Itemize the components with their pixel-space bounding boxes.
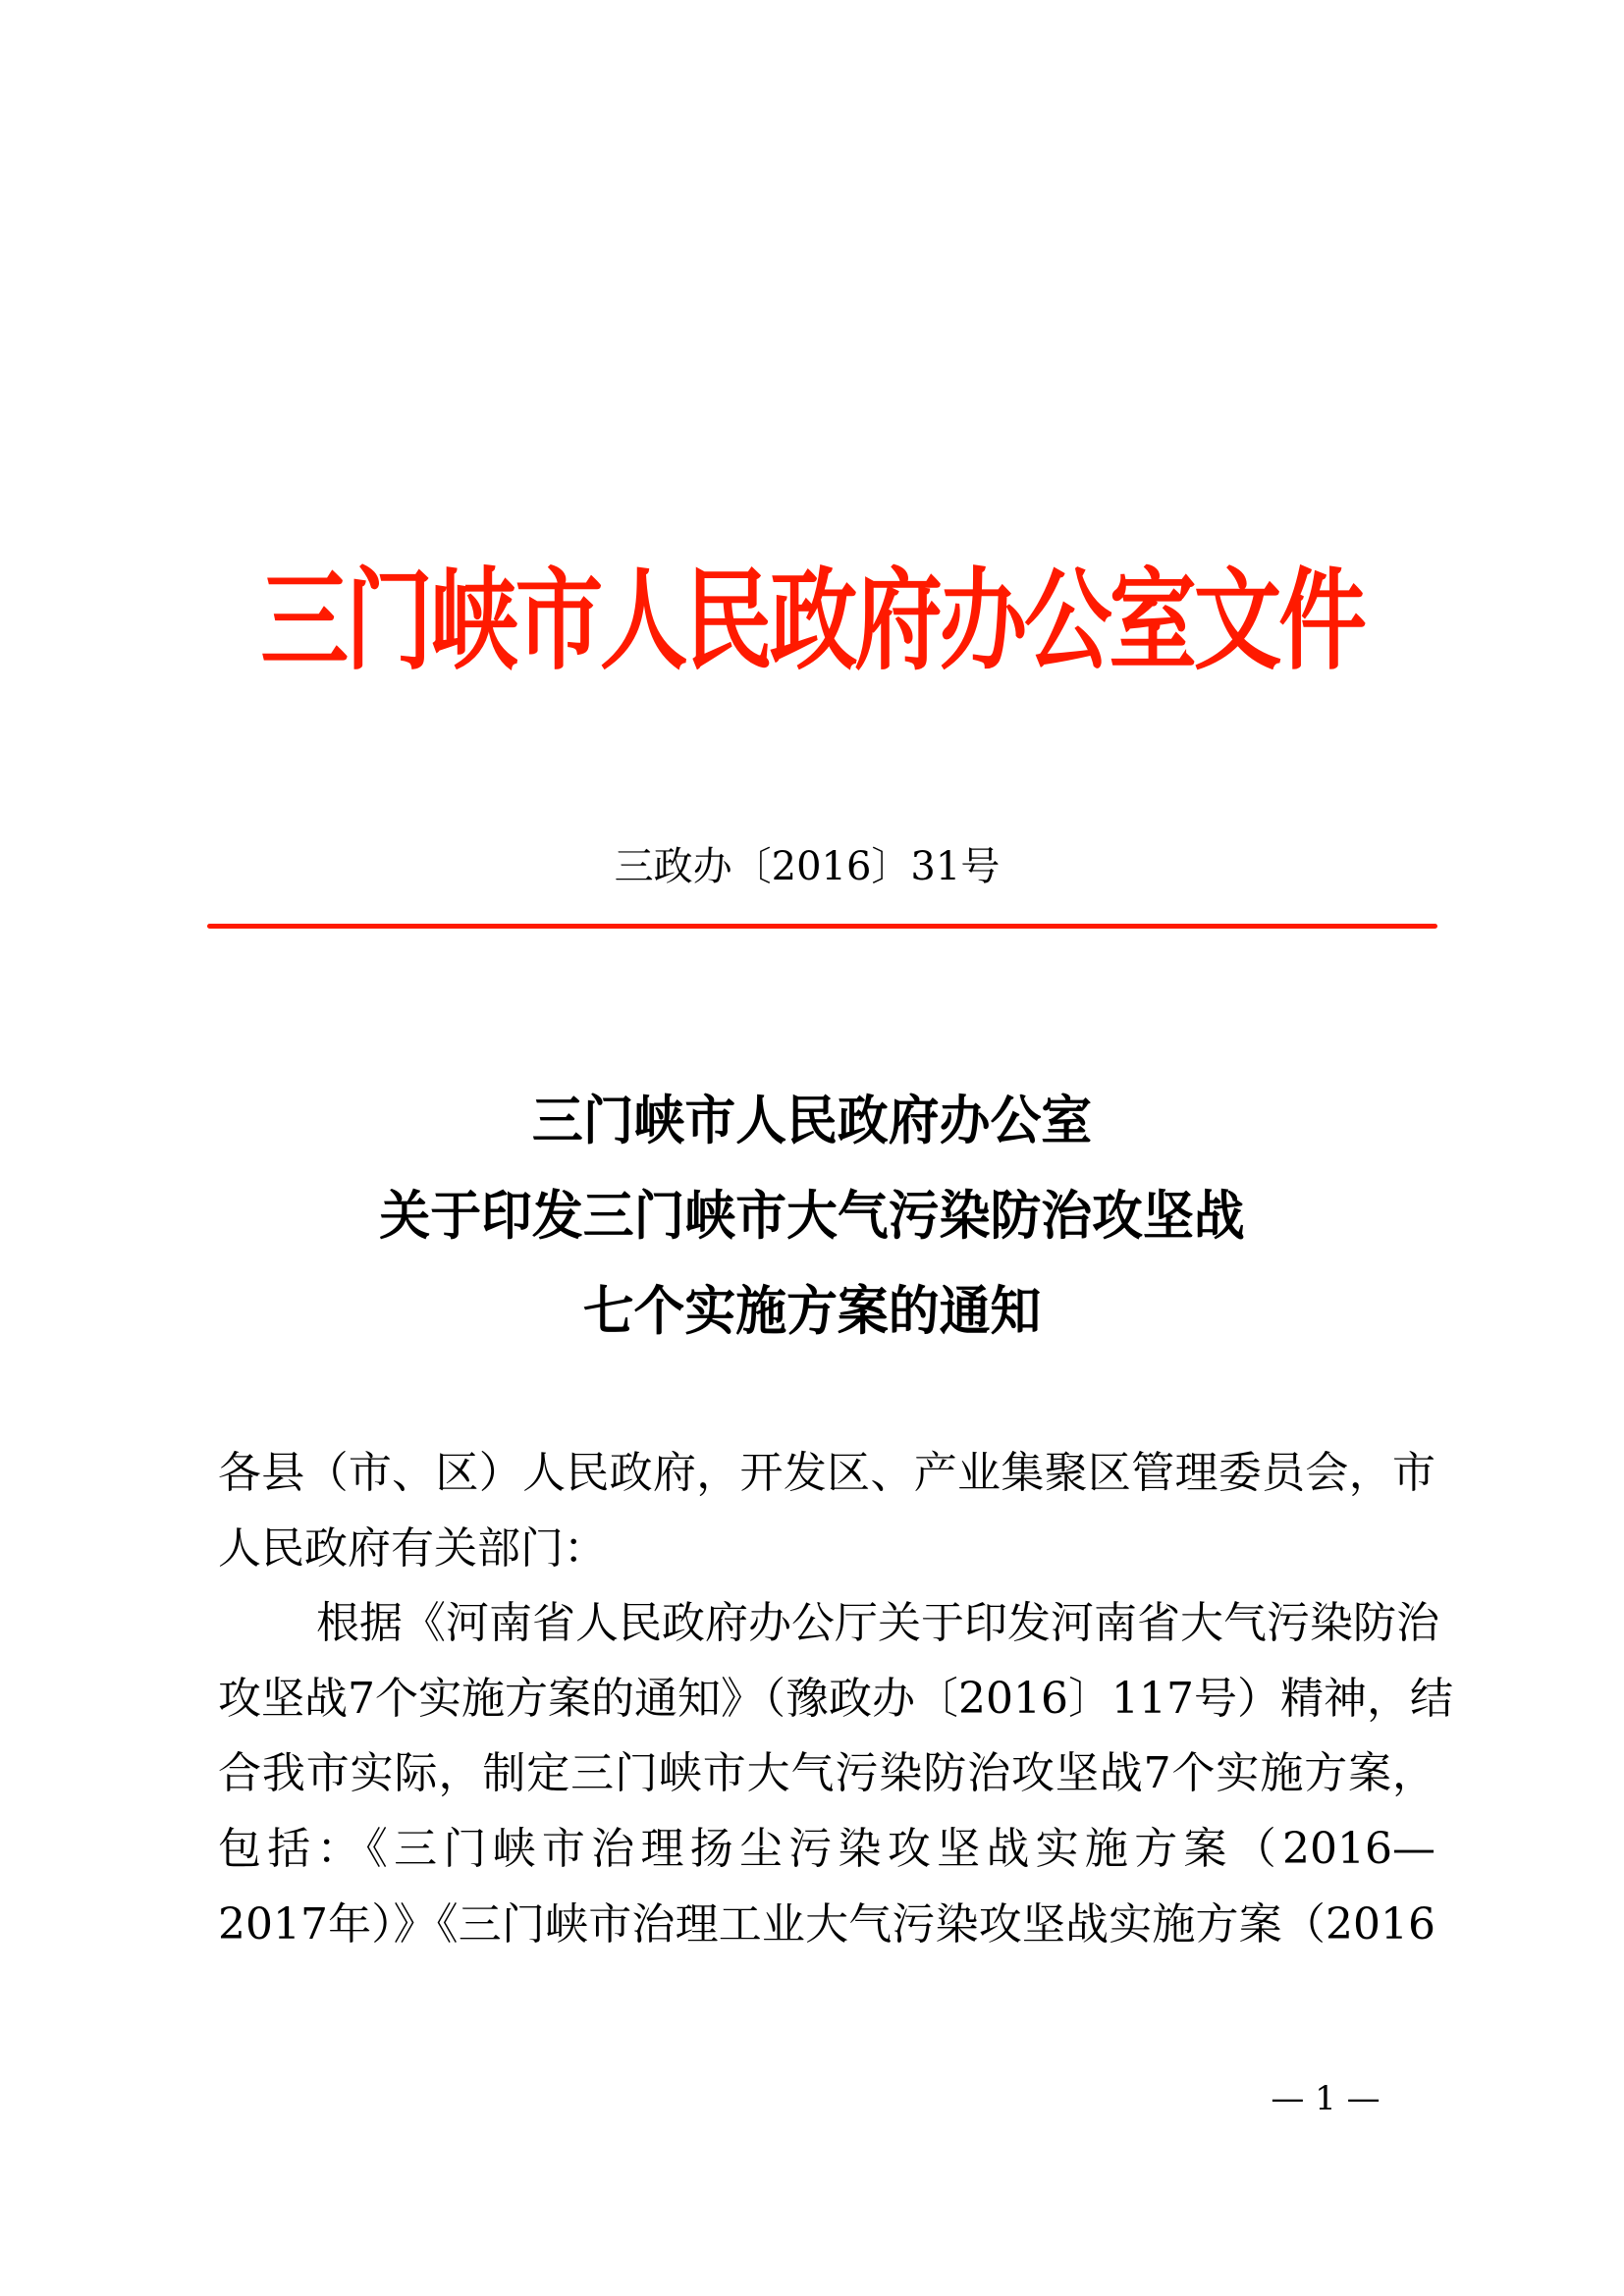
- body-line: 2017年）》《三门峡市治理工业大气污染攻坚战实施方案（2016: [218, 1898, 1435, 1949]
- title-line-text: 关于印发三门峡市大气污染防治攻坚战: [379, 1184, 1245, 1247]
- title-line-text: 三门峡市人民政府办公室: [531, 1089, 1093, 1151]
- document-body: [218, 1436, 1453, 1962]
- title-line-text: 七个实施方案的通知: [582, 1279, 1042, 1342]
- body-line-paragraph-start: 根据《河南省人民政府办公厅关于印发河南省大气污染防治: [316, 1598, 1439, 1649]
- title-line: [0, 1073, 1624, 1168]
- title-line: [0, 1168, 1624, 1263]
- document-number-text: 三政办〔2016〕31号: [614, 844, 1001, 889]
- body-line: 攻坚战7个实施方案的通知》（豫政办〔2016〕117号）精神，结: [218, 1673, 1453, 1724]
- document-title: [0, 1073, 1624, 1359]
- red-header: [0, 558, 1624, 685]
- title-line: [0, 1263, 1624, 1359]
- body-line: 包括：《三门峡市治理扬尘污染攻坚战实施方案（2016—: [218, 1823, 1435, 1874]
- body-line: 合我市实际，制定三门峡市大气污染防治攻坚战7个实施方案，: [218, 1748, 1435, 1799]
- issuer-title: 三门峡市人民政府办公室文件: [260, 557, 1364, 685]
- document-number: [0, 842, 1624, 891]
- body-line-salutation: 各县（市、区）人民政府，开发区、产业集聚区管理委员会，市: [218, 1448, 1435, 1498]
- page-number: — 1 —: [1271, 2079, 1380, 2118]
- body-line-salutation-end: 人民政府有关部门：: [218, 1522, 607, 1574]
- red-separator-rule: [207, 924, 1437, 929]
